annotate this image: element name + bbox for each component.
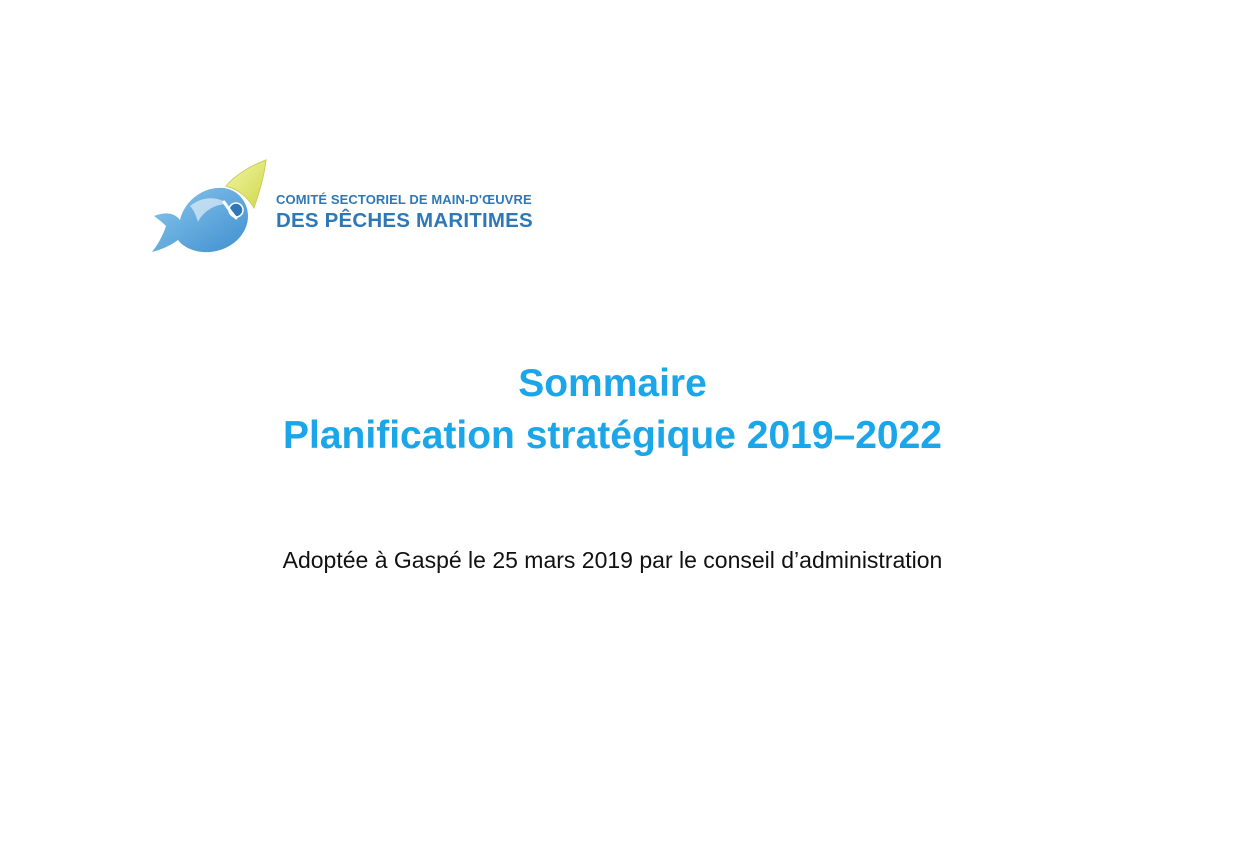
logo-line-2: DES PÊCHES MARITIMES xyxy=(276,209,533,232)
title-line-2: Planification stratégique 2019–2022 xyxy=(283,414,942,457)
organization-logo xyxy=(150,158,550,258)
fish-sail-logo-icon xyxy=(150,158,272,258)
adoption-note: Adoptée à Gaspé le 25 mars 2019 par le conseil d’administration xyxy=(282,547,943,573)
title-line-1: Sommaire xyxy=(518,362,707,405)
logo-line-1: COMITÉ SECTORIEL DE MAIN-D'ŒUVRE xyxy=(276,192,532,207)
document-title xyxy=(0,358,1225,462)
logo-wordmark xyxy=(276,192,533,233)
